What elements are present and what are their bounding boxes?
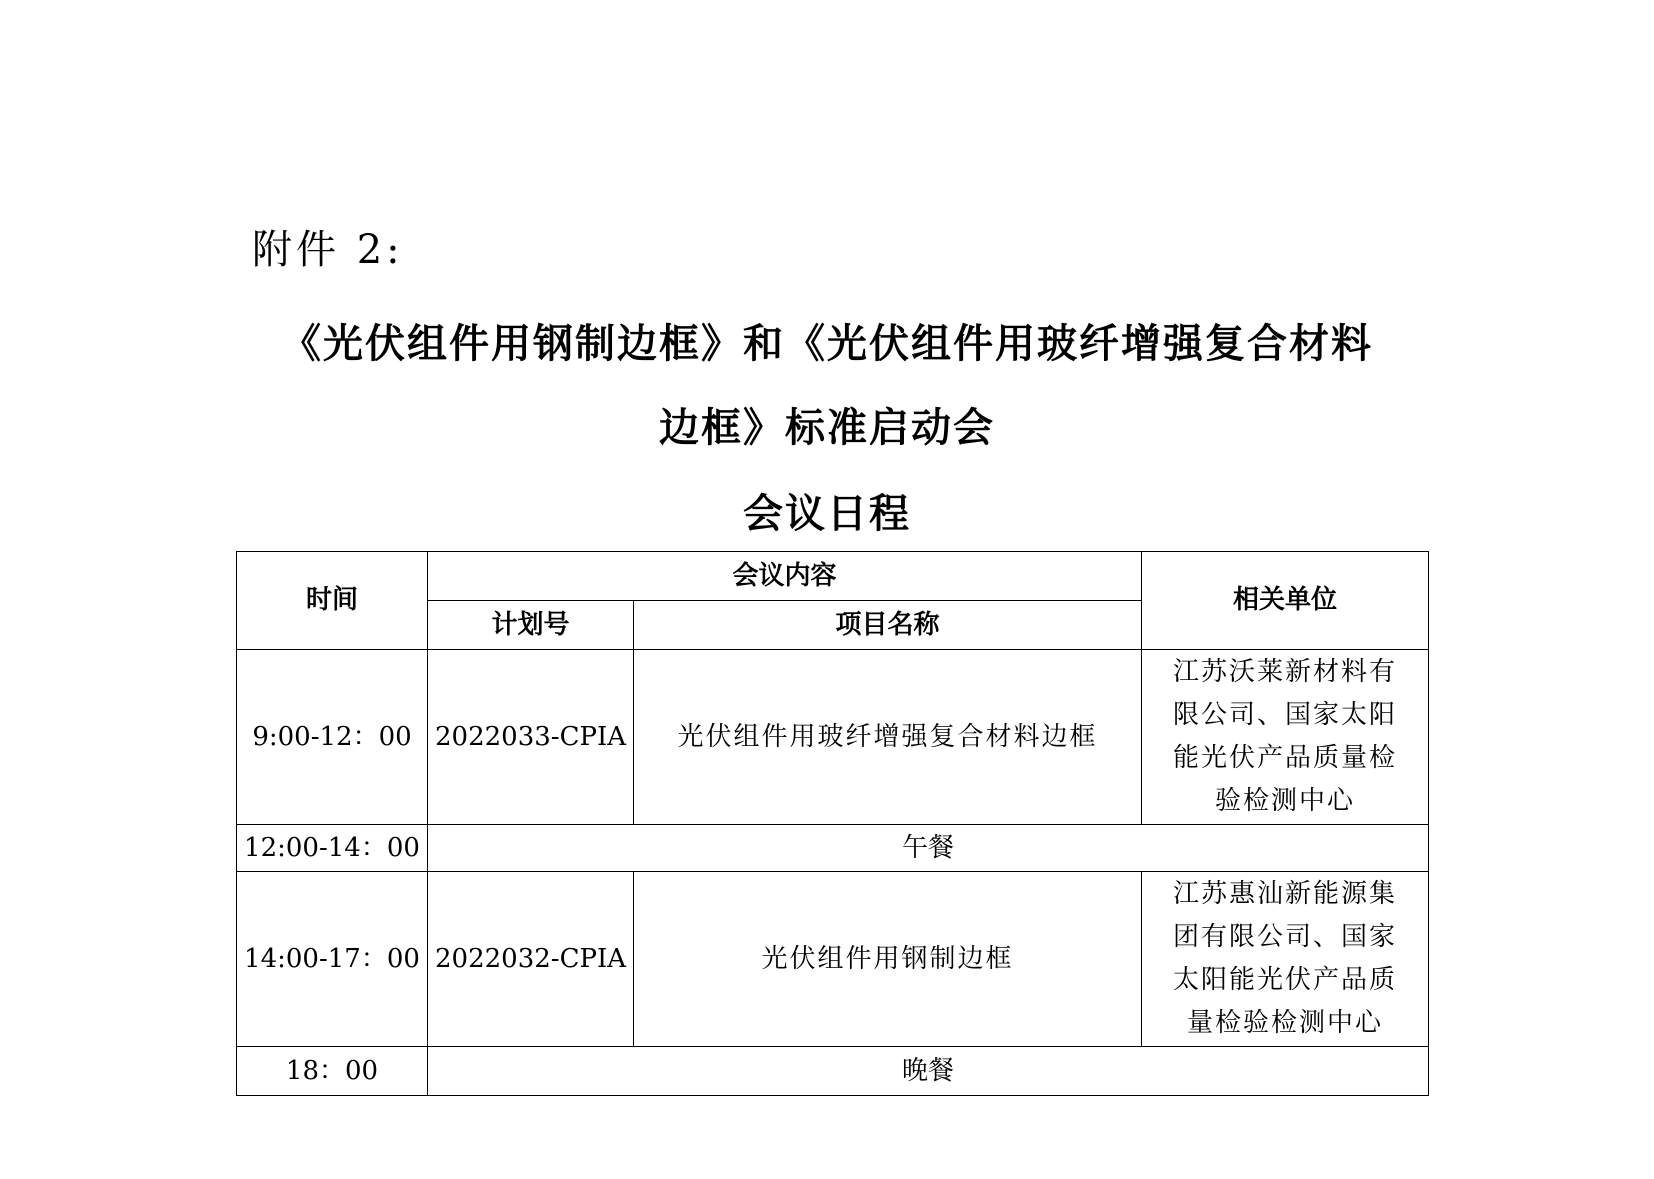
agenda-heading: 会议日程	[743, 491, 911, 537]
header-unit: 相关单位	[1142, 552, 1429, 650]
header-row-top	[237, 552, 1429, 601]
header-project-name: 项目名称	[634, 601, 1142, 650]
header-time: 时间	[237, 552, 428, 650]
attachment-label: 附件 2:	[252, 227, 404, 273]
row-break-dinner: 晚餐	[428, 1047, 1429, 1096]
table-row	[237, 650, 1429, 825]
row-time: 18：00	[237, 1047, 428, 1096]
row-unit: 江苏沃莱新材料有限公司、国家太阳能光伏产品质量检验检测中心	[1173, 657, 1398, 816]
row-unit: 江苏惠汕新能源集团有限公司、国家太阳能光伏产品质量检验检测中心	[1173, 879, 1398, 1038]
row-unit-cell	[1142, 650, 1429, 825]
row-time: 14:00-17：00	[237, 872, 428, 1047]
row-plan-no: 2022032-CPIA	[428, 872, 634, 1047]
header-plan-no: 计划号	[428, 601, 634, 650]
row-project-name: 光伏组件用钢制边框	[634, 872, 1142, 1047]
agenda-table	[236, 551, 1429, 1096]
table-row	[237, 1047, 1429, 1096]
row-time: 12:00-14：00	[237, 825, 428, 872]
title-line-2: 边框》标准启动会	[659, 405, 995, 451]
row-project-name: 光伏组件用玻纤增强复合材料边框	[634, 650, 1142, 825]
row-time: 9:00-12：00	[237, 650, 428, 825]
table-row	[237, 872, 1429, 1047]
row-break-lunch: 午餐	[428, 825, 1429, 872]
row-plan-no: 2022033-CPIA	[428, 650, 634, 825]
table-row	[237, 825, 1429, 872]
header-content: 会议内容	[428, 552, 1142, 601]
title-line-1: 《光伏组件用钢制边框》和《光伏组件用玻纤增强复合材料	[281, 321, 1373, 367]
row-unit-cell	[1142, 872, 1429, 1047]
